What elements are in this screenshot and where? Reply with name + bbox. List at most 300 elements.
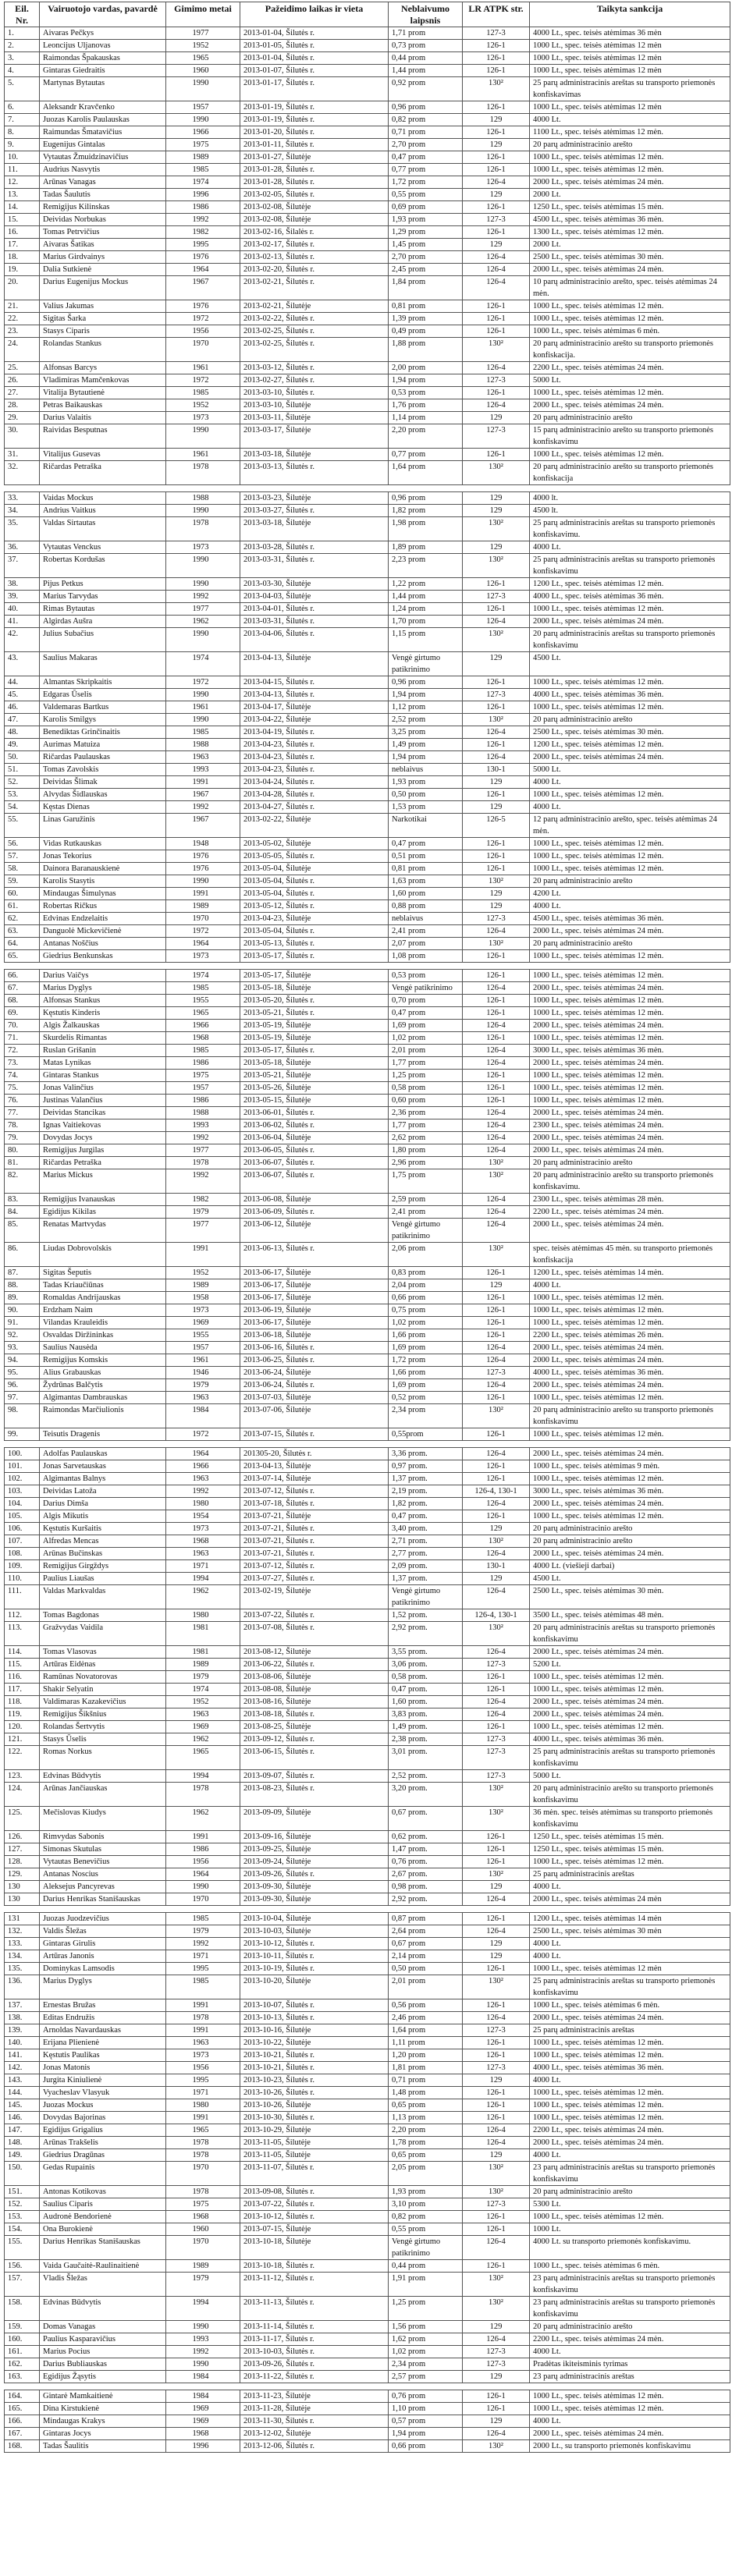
cell-time-place: 2013-03-13, Šilutės r. bbox=[240, 461, 389, 485]
cell-time-place: 2013-10-22, Šilutėje bbox=[240, 2037, 389, 2049]
cell-intoxication: 1,48 prom bbox=[389, 2087, 463, 2099]
cell-intoxication: 0,65 prom bbox=[389, 2099, 463, 2112]
cell-driver-name: Jurgita Kiniulienė bbox=[40, 2074, 166, 2087]
cell-sanction: 25 parų administracinis areštas su transporto priemonės konfiskavimu bbox=[530, 1975, 730, 1999]
cell-article: 126-4 bbox=[463, 2428, 530, 2440]
table-row bbox=[5, 1070, 730, 1082]
cell-intoxication: 3,20 prom. bbox=[389, 1783, 463, 1807]
cell-sanction: 1000 Lt., spec. teisės atėmimas 12 mėn bbox=[530, 101, 730, 114]
cell-time-place: 2013-10-19, Šilutės r. bbox=[240, 1963, 389, 1975]
cell-driver-name: Gedas Rupainis bbox=[40, 2162, 166, 2186]
cell-driver-name: Algirdas Aušra bbox=[40, 616, 166, 628]
cell-intoxication: 1,82 prom bbox=[389, 505, 463, 517]
cell-sanction: 3500 Lt., spec. teisės atėmimas 48 mėn. bbox=[530, 1609, 730, 1622]
cell-driver-name: Darius Bubliauskas bbox=[40, 2358, 166, 2371]
cell-birth-year: 1948 bbox=[166, 838, 240, 850]
cell-driver-name: Audrius Nasvytis bbox=[40, 164, 166, 176]
cell-driver-name: Antanas Noščius bbox=[40, 938, 166, 950]
cell-article: 130² bbox=[463, 628, 530, 652]
cell-driver-name: Karolis Smilgys bbox=[40, 714, 166, 726]
cell-number: 45. bbox=[5, 689, 40, 701]
cell-number: 106. bbox=[5, 1523, 40, 1535]
cell-driver-name: Dovydas Bajorinas bbox=[40, 2112, 166, 2124]
cell-birth-year: 1973 bbox=[166, 541, 240, 554]
table-row bbox=[5, 1473, 730, 1485]
cell-number: 162. bbox=[5, 2358, 40, 2371]
table-row bbox=[5, 300, 730, 313]
table-row bbox=[5, 1144, 730, 1157]
cell-article: 130² bbox=[463, 1975, 530, 1999]
cell-intoxication: 0,82 prom bbox=[389, 114, 463, 126]
cell-birth-year: 1982 bbox=[166, 226, 240, 239]
cell-number: 111. bbox=[5, 1585, 40, 1609]
table-row bbox=[5, 1999, 730, 2012]
cell-intoxication: 1,98 prom bbox=[389, 517, 463, 541]
cell-birth-year: 1969 bbox=[166, 1317, 240, 1329]
cell-birth-year: 1968 bbox=[166, 2211, 240, 2223]
cell-birth-year: 1962 bbox=[166, 1733, 240, 1746]
cell-article: 126-1 bbox=[463, 1510, 530, 1523]
cell-intoxication: 2,92 prom. bbox=[389, 1893, 463, 1906]
table-row bbox=[5, 689, 730, 701]
cell-driver-name: Tomas Vlasovas bbox=[40, 1646, 166, 1659]
cell-sanction: 4000 Lt. bbox=[530, 1950, 730, 1963]
cell-sanction: 1000 Lt., spec. teisės atėmimas 12 mėn. bbox=[530, 1032, 730, 1045]
cell-sanction: 1000 Lt., spec. teisės atėmimas 12 mėn bbox=[530, 52, 730, 65]
cell-driver-name: Valius Jakumas bbox=[40, 300, 166, 313]
table-row bbox=[5, 913, 730, 925]
cell-sanction: 2000 Lt., spec. teisės atėmimas 24 mėn. bbox=[530, 1219, 730, 1243]
table-row bbox=[5, 126, 730, 139]
cell-intoxication: 0,52 prom bbox=[389, 1392, 463, 1404]
cell-sanction: 1000 Lt., spec. teisės atėmimas 12 mėn. bbox=[530, 1304, 730, 1317]
cell-sanction: 2000 Lt., spec. teisės atėmimas 24 mėn. bbox=[530, 1057, 730, 1070]
cell-number: 47. bbox=[5, 714, 40, 726]
cell-time-place: 2013-10-11, Šilutės r. bbox=[240, 1950, 389, 1963]
cell-birth-year: 1964 bbox=[166, 1448, 240, 1460]
cell-driver-name: Alius Grabauskas bbox=[40, 1367, 166, 1379]
cell-birth-year: 1974 bbox=[166, 176, 240, 189]
cell-birth-year: 1990 bbox=[166, 554, 240, 578]
cell-intoxication: 0,77 prom bbox=[389, 164, 463, 176]
cell-article: 127-3 bbox=[463, 1367, 530, 1379]
cell-article: 127-3 bbox=[463, 1770, 530, 1783]
cell-sanction: 2000 Lt., spec. teisės atėmimas 24 mėn. bbox=[530, 264, 730, 276]
cell-driver-name: Stasys Ūselis bbox=[40, 1733, 166, 1746]
cell-number: 34. bbox=[5, 505, 40, 517]
cell-birth-year: 1984 bbox=[166, 2371, 240, 2383]
cell-article: 126-4 bbox=[463, 1646, 530, 1659]
cell-birth-year: 1963 bbox=[166, 2037, 240, 2049]
cell-birth-year: 1952 bbox=[166, 40, 240, 52]
cell-driver-name: Vytautas Venckus bbox=[40, 541, 166, 554]
cell-driver-name: Vyacheslav Vlasyuk bbox=[40, 2087, 166, 2099]
cell-sanction: 15 parų administracinio arešto su transporto priemonės konfiskavimu bbox=[530, 424, 730, 449]
cell-driver-name: Aleksandr Kravčenko bbox=[40, 101, 166, 114]
cell-time-place: 2013-05-04, Šilutės r. bbox=[240, 875, 389, 888]
cell-driver-name: Darius Vaičys bbox=[40, 970, 166, 982]
cell-birth-year: 1981 bbox=[166, 1622, 240, 1646]
cell-time-place: 2013-05-17, Šilutės r. bbox=[240, 1045, 389, 1057]
table-row bbox=[5, 399, 730, 412]
cell-driver-name: Shakir Selyatin bbox=[40, 1684, 166, 1696]
cell-birth-year: 1963 bbox=[166, 1708, 240, 1721]
cell-driver-name: Antonas Kotikovas bbox=[40, 2186, 166, 2198]
cell-article: 126-1 bbox=[463, 789, 530, 801]
cell-number: 101. bbox=[5, 1460, 40, 1473]
page-break bbox=[5, 2383, 730, 2390]
cell-sanction: 5300 Lt. bbox=[530, 2198, 730, 2211]
cell-birth-year: 1991 bbox=[166, 888, 240, 900]
cell-birth-year: 1985 bbox=[166, 982, 240, 995]
cell-intoxication: 1,72 prom bbox=[389, 1354, 463, 1367]
cell-sanction: 2000 Lt., spec. teisės atėmimas 24 mėn. bbox=[530, 176, 730, 189]
cell-intoxication: 2,52 prom bbox=[389, 714, 463, 726]
cell-article: 130² bbox=[463, 2273, 530, 2297]
cell-article: 126-4 bbox=[463, 1893, 530, 1906]
cell-sanction: 1000 Lt., spec. teisės atėmimas 12 mėn. bbox=[530, 2049, 730, 2062]
cell-article: 126-4 bbox=[463, 1219, 530, 1243]
cell-article: 126-4 bbox=[463, 1020, 530, 1032]
cell-birth-year: 1955 bbox=[166, 995, 240, 1007]
cell-intoxication: Narkotikai bbox=[389, 814, 463, 838]
cell-driver-name: Artūras Janonis bbox=[40, 1950, 166, 1963]
cell-number: 92. bbox=[5, 1329, 40, 1342]
cell-driver-name: Skurdelis Rimantas bbox=[40, 1032, 166, 1045]
cell-birth-year: 1964 bbox=[166, 264, 240, 276]
cell-sanction: 4000 Lt., spec. teisės atėmimas 36 mėn. bbox=[530, 591, 730, 603]
table-row bbox=[5, 1354, 730, 1367]
cell-number: 94. bbox=[5, 1354, 40, 1367]
cell-birth-year: 1988 bbox=[166, 492, 240, 505]
cell-article: 126-1 bbox=[463, 2390, 530, 2403]
cell-time-place: 2013-11-05, Šilutėje bbox=[240, 2137, 389, 2149]
cell-article: 126-4 bbox=[463, 925, 530, 938]
cell-intoxication: 0,58 prom. bbox=[389, 1671, 463, 1684]
table-row bbox=[5, 1032, 730, 1045]
cell-sanction: 1000 Lt., spec. teisės atėmimas 12 mėn bbox=[530, 40, 730, 52]
cell-birth-year: 1972 bbox=[166, 925, 240, 938]
cell-driver-name: Linas Garužinis bbox=[40, 814, 166, 838]
cell-sanction: 1000 Lt., spec. teisės atėmimas 12 mėn. bbox=[530, 1428, 730, 1441]
cell-time-place: 2013-08-06, Šilutėje bbox=[240, 1671, 389, 1684]
cell-article: 126-4 bbox=[463, 399, 530, 412]
table-row bbox=[5, 2346, 730, 2358]
cell-article: 126-4 bbox=[463, 2124, 530, 2137]
cell-time-place: 2013-05-04, Šilutės r. bbox=[240, 925, 389, 938]
cell-driver-name: Edgaras Ūselis bbox=[40, 689, 166, 701]
table-row bbox=[5, 1219, 730, 1243]
cell-driver-name: Sigitas Šeputis bbox=[40, 1267, 166, 1279]
cell-sanction: 20 parų administracinio arešto su transporto priemonės konfiskavimu bbox=[530, 1404, 730, 1428]
cell-time-place: 2013-03-28, Šilutės r. bbox=[240, 541, 389, 554]
cell-sanction: 25 parų administracinis areštas su transporto priemonės konfiskavimu bbox=[530, 1746, 730, 1770]
page-break-spacer bbox=[5, 2383, 730, 2390]
cell-driver-name: Paulius Liaušas bbox=[40, 1573, 166, 1585]
cell-driver-name: Matas Lynikas bbox=[40, 1057, 166, 1070]
cell-sanction: 20 parų administracinio arešto bbox=[530, 1535, 730, 1548]
cell-intoxication: 0,62 prom. bbox=[389, 1831, 463, 1843]
cell-sanction: 4500 Lt. bbox=[530, 652, 730, 676]
table-row bbox=[5, 1448, 730, 1460]
cell-intoxication: 1,52 prom. bbox=[389, 1609, 463, 1622]
cell-birth-year: 1992 bbox=[166, 2346, 240, 2358]
cell-article: 126-1 bbox=[463, 578, 530, 591]
cell-number: 114. bbox=[5, 1646, 40, 1659]
cell-time-place: 2013-06-17, Šilutėje bbox=[240, 1267, 389, 1279]
cell-number: 12. bbox=[5, 176, 40, 189]
cell-birth-year: 1978 bbox=[166, 2149, 240, 2162]
cell-intoxication: 0,60 prom bbox=[389, 1095, 463, 1107]
cell-number: 70. bbox=[5, 1020, 40, 1032]
cell-intoxication: 2,06 prom bbox=[389, 1243, 463, 1267]
cell-time-place: 2013-01-05, Šilutės r. bbox=[240, 40, 389, 52]
cell-time-place: 2013-05-02, Šilutėje bbox=[240, 838, 389, 850]
table-row bbox=[5, 900, 730, 913]
cell-birth-year: 1980 bbox=[166, 1609, 240, 1622]
cell-number: 17. bbox=[5, 239, 40, 251]
cell-number: 125. bbox=[5, 1807, 40, 1831]
cell-article: 130² bbox=[463, 1807, 530, 1831]
cell-number: 127. bbox=[5, 1843, 40, 1856]
cell-article: 126-1 bbox=[463, 151, 530, 164]
cell-driver-name: Darius Henrikas Stanišauskas bbox=[40, 2236, 166, 2260]
cell-article: 126-4 bbox=[463, 251, 530, 264]
cell-intoxication: 1,11 prom bbox=[389, 2037, 463, 2049]
table-row bbox=[5, 164, 730, 176]
cell-birth-year: 1963 bbox=[166, 1473, 240, 1485]
table-row bbox=[5, 652, 730, 676]
cell-birth-year: 1963 bbox=[166, 1548, 240, 1560]
page-break bbox=[5, 1906, 730, 1913]
cell-number: 50. bbox=[5, 751, 40, 764]
table-row bbox=[5, 2440, 730, 2453]
cell-sanction: 2000 Lt., spec. teisės atėmimas 24 mėn. bbox=[530, 2012, 730, 2024]
table-row bbox=[5, 1856, 730, 1868]
cell-time-place: 2013-09-16, Šilutėje bbox=[240, 1831, 389, 1843]
cell-birth-year: 1978 bbox=[166, 2186, 240, 2198]
table-row bbox=[5, 1157, 730, 1169]
cell-number: 150. bbox=[5, 2162, 40, 2186]
cell-number: 82. bbox=[5, 1169, 40, 1194]
cell-sanction: 1000 Lt., spec. teisės atėmimas 12 mėn. bbox=[530, 701, 730, 714]
cell-driver-name: Algimantas Balnys bbox=[40, 1473, 166, 1485]
cell-birth-year: 1957 bbox=[166, 101, 240, 114]
cell-article: 126-1 bbox=[463, 1082, 530, 1095]
cell-article: 126-1 bbox=[463, 449, 530, 461]
cell-sanction: 2300 Lt., spec. teisės atėmimas 24 mėn. bbox=[530, 1119, 730, 1132]
table-row bbox=[5, 1379, 730, 1392]
cell-birth-year: 1978 bbox=[166, 517, 240, 541]
cell-intoxication: 2,70 prom bbox=[389, 251, 463, 264]
cell-time-place: 2013-05-20, Šilutės r. bbox=[240, 995, 389, 1007]
cell-number: 132. bbox=[5, 1925, 40, 1938]
cell-number: 68. bbox=[5, 995, 40, 1007]
cell-article: 126-4 bbox=[463, 1107, 530, 1119]
cell-number: 116. bbox=[5, 1671, 40, 1684]
cell-article: 126-4 bbox=[463, 276, 530, 300]
cell-article: 130² bbox=[463, 1404, 530, 1428]
cell-sanction: 1000 Lt., spec. teisės atėmimas 12 mėn. bbox=[530, 1510, 730, 1523]
cell-birth-year: 1952 bbox=[166, 399, 240, 412]
cell-sanction: 4000 Lt. bbox=[530, 1938, 730, 1950]
cell-birth-year: 1963 bbox=[166, 751, 240, 764]
cell-number: 168. bbox=[5, 2440, 40, 2453]
table-row bbox=[5, 789, 730, 801]
table-row bbox=[5, 938, 730, 950]
cell-number: 163. bbox=[5, 2371, 40, 2383]
cell-intoxication: 2,77 prom. bbox=[389, 1548, 463, 1560]
cell-birth-year: 1946 bbox=[166, 1367, 240, 1379]
cell-birth-year: 1967 bbox=[166, 814, 240, 838]
cell-article: 130² bbox=[463, 875, 530, 888]
cell-number: 96. bbox=[5, 1379, 40, 1392]
cell-article: 126-1 bbox=[463, 1460, 530, 1473]
cell-number: 6. bbox=[5, 101, 40, 114]
cell-sanction: 1000 Lt., spec. teisės atėmimas 12 mėn. bbox=[530, 2099, 730, 2112]
cell-number: 131 bbox=[5, 1913, 40, 1925]
cell-sanction: 1000 Lt., spec. teisės atėmimas 12 mėn. bbox=[530, 1070, 730, 1082]
cell-article: 126-1 bbox=[463, 313, 530, 325]
cell-time-place: 2013-07-08, Šilutės r. bbox=[240, 1622, 389, 1646]
cell-sanction: 4500 Lt., spec. teisės atėmimas 36 mėn. bbox=[530, 913, 730, 925]
table-row bbox=[5, 2049, 730, 2062]
cell-driver-name: Pijus Petkus bbox=[40, 578, 166, 591]
cell-birth-year: 1989 bbox=[166, 1659, 240, 1671]
cell-sanction: 2500 Lt., spec. teisės atėmimas 30 mėn. bbox=[530, 251, 730, 264]
cell-driver-name: Julius Subačius bbox=[40, 628, 166, 652]
cell-article: 126-1 bbox=[463, 164, 530, 176]
cell-article: 126-1 bbox=[463, 2223, 530, 2236]
cell-sanction: 1000 Lt., spec. teisės atėmimas 12 mėn. bbox=[530, 970, 730, 982]
table-row bbox=[5, 1107, 730, 1119]
cell-time-place: 2013-11-28, Šilutėje bbox=[240, 2403, 389, 2415]
cell-number: 123. bbox=[5, 1770, 40, 1783]
cell-sanction: 2000 Lt., spec. teisės atėmimas 24 mėn. bbox=[530, 982, 730, 995]
cell-driver-name: Martynas Bytautas bbox=[40, 77, 166, 101]
table-row bbox=[5, 338, 730, 362]
cell-intoxication: 3,40 prom. bbox=[389, 1523, 463, 1535]
cell-sanction: 1000 Lt., spec. teisės atėmimas 12 mėn. bbox=[530, 449, 730, 461]
cell-driver-name: Aurimas Matuiza bbox=[40, 739, 166, 751]
cell-number: 134. bbox=[5, 1950, 40, 1963]
table-row bbox=[5, 1925, 730, 1938]
cell-time-place: 2013-01-17, Šilutės r. bbox=[240, 77, 389, 101]
header-driver-name: Vairuotojo vardas, pavardė bbox=[40, 2, 166, 27]
cell-driver-name: Ričardas Paulauskas bbox=[40, 751, 166, 764]
cell-intoxication: 1,93 prom bbox=[389, 2186, 463, 2198]
cell-intoxication: neblaivus bbox=[389, 913, 463, 925]
cell-birth-year: 1980 bbox=[166, 2099, 240, 2112]
cell-birth-year: 1986 bbox=[166, 1843, 240, 1856]
table-row bbox=[5, 1573, 730, 1585]
cell-intoxication: Vengė girtumo patikrinimo bbox=[389, 652, 463, 676]
cell-sanction: 2000 Lt., spec. teisės atėmimas 24 mėn. bbox=[530, 1548, 730, 1560]
cell-time-place: 2013-09-12, Šilutės r. bbox=[240, 1733, 389, 1746]
cell-driver-name: Remigijus Komskis bbox=[40, 1354, 166, 1367]
cell-sanction: 2000 Lt., spec. teisės atėmimas 24 mėn. bbox=[530, 1498, 730, 1510]
cell-birth-year: 1991 bbox=[166, 1831, 240, 1843]
cell-birth-year: 1957 bbox=[166, 1342, 240, 1354]
cell-number: 83. bbox=[5, 1194, 40, 1206]
cell-article: 129 bbox=[463, 505, 530, 517]
cell-driver-name: Edvinas Būdvytis bbox=[40, 2297, 166, 2321]
cell-birth-year: 1961 bbox=[166, 449, 240, 461]
cell-number: 20. bbox=[5, 276, 40, 300]
cell-sanction: 1000 Lt., spec. teisės atėmimas 12 mėn. bbox=[530, 151, 730, 164]
cell-sanction: 1000 Lt., spec. teisės atėmimas 12 mėn. bbox=[530, 850, 730, 863]
cell-driver-name: Aivaras Pečkys bbox=[40, 27, 166, 40]
cell-number: 119. bbox=[5, 1708, 40, 1721]
cell-intoxication: 0,96 prom bbox=[389, 492, 463, 505]
cell-sanction: 4000 Lt., spec. teisės atėmimas 36 mėn. bbox=[530, 1733, 730, 1746]
table-row bbox=[5, 1485, 730, 1498]
cell-driver-name: Valdis Šležas bbox=[40, 1925, 166, 1938]
cell-sanction: 1000 Lt., spec. teisės atėmimas 12 mėn. bbox=[530, 1856, 730, 1868]
cell-sanction: 23 parų administracinis areštas su transporto priemonės konfiskavimu bbox=[530, 2297, 730, 2321]
cell-number: 22. bbox=[5, 313, 40, 325]
table-row bbox=[5, 1622, 730, 1646]
cell-number: 145. bbox=[5, 2099, 40, 2112]
cell-number: 154. bbox=[5, 2223, 40, 2236]
table-row bbox=[5, 1095, 730, 1107]
cell-driver-name: Remigijus Ivanauskas bbox=[40, 1194, 166, 1206]
cell-article: 126-4 bbox=[463, 1132, 530, 1144]
cell-article: 126-4, 130-1 bbox=[463, 1485, 530, 1498]
cell-article: 129 bbox=[463, 1950, 530, 1963]
cell-birth-year: 1994 bbox=[166, 1573, 240, 1585]
cell-birth-year: 1969 bbox=[166, 2403, 240, 2415]
cell-driver-name: Gintaras Stankus bbox=[40, 1070, 166, 1082]
cell-birth-year: 1994 bbox=[166, 1770, 240, 1783]
cell-intoxication: 2,64 prom bbox=[389, 1925, 463, 1938]
cell-intoxication: 1,47 prom. bbox=[389, 1843, 463, 1856]
cell-intoxication: 0,96 prom bbox=[389, 101, 463, 114]
cell-sanction: 2000 Lt., spec. teisės atėmimas 24 mėn. bbox=[530, 1107, 730, 1119]
cell-number: 21. bbox=[5, 300, 40, 313]
cell-time-place: 2013-07-12, Šilutės r. bbox=[240, 1560, 389, 1573]
cell-intoxication: 0,55prom bbox=[389, 1428, 463, 1441]
table-row bbox=[5, 139, 730, 151]
cell-intoxication: 0,53 prom bbox=[389, 387, 463, 399]
cell-article: 126-1 bbox=[463, 1721, 530, 1733]
cell-time-place: 2013-05-18, Šilutėje bbox=[240, 982, 389, 995]
cell-intoxication: 1,81 prom bbox=[389, 2062, 463, 2074]
cell-article: 129 bbox=[463, 1881, 530, 1893]
cell-intoxication: 3,83 prom. bbox=[389, 1708, 463, 1721]
cell-sanction: 2000 Lt., spec. teisės atėmimas 24 mėn. bbox=[530, 2428, 730, 2440]
cell-driver-name: Vilandas Krauleidis bbox=[40, 1317, 166, 1329]
cell-sanction: 1250 Lt., spec. teisės atėmimas 15 mėn. bbox=[530, 1831, 730, 1843]
cell-intoxication: 0,77 prom bbox=[389, 449, 463, 461]
table-row bbox=[5, 176, 730, 189]
table-row bbox=[5, 189, 730, 201]
cell-birth-year: 1995 bbox=[166, 1963, 240, 1975]
cell-article: 130² bbox=[463, 2440, 530, 2453]
cell-article: 127-3 bbox=[463, 591, 530, 603]
cell-number: 79. bbox=[5, 1132, 40, 1144]
cell-sanction: 4000 Lt. bbox=[530, 1279, 730, 1292]
cell-birth-year: 1991 bbox=[166, 776, 240, 789]
cell-time-place: 2013-09-08, Šilutės r. bbox=[240, 2186, 389, 2198]
cell-driver-name: Darius Eugenijus Mockus bbox=[40, 276, 166, 300]
cell-sanction: 1000 Lt., spec. teisės atėmimas 12 mėn. bbox=[530, 1684, 730, 1696]
cell-driver-name: Vidas Rutkauskas bbox=[40, 838, 166, 850]
cell-time-place: 2013-02-08, Šilutėje bbox=[240, 214, 389, 226]
cell-birth-year: 1973 bbox=[166, 1304, 240, 1317]
cell-driver-name: Editas Endružis bbox=[40, 2012, 166, 2024]
cell-birth-year: 1990 bbox=[166, 114, 240, 126]
